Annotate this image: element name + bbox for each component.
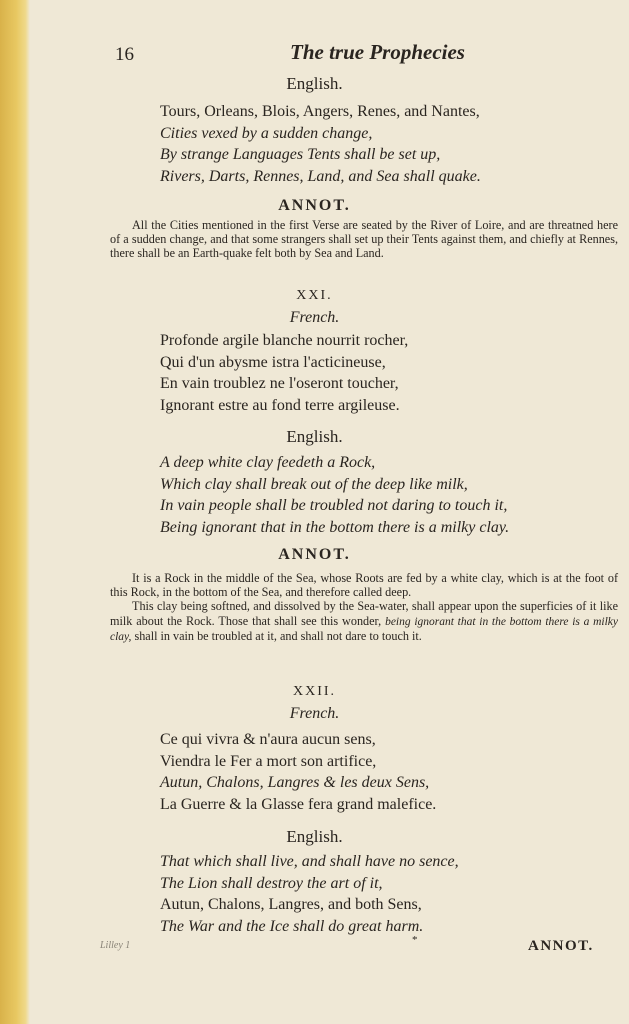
verse-line: Qui d'un abysme istra l'acticineuse, — [160, 353, 386, 371]
verse-line: Ce qui vivra & n'aura aucun sens, — [160, 731, 376, 748]
annotation-paragraph: It is a Rock in the middle of the Sea, whose Roots are fed by a white clay, which is at the foot of this Rock, in the bottom of the Sea, and therefore called deep. — [110, 571, 618, 600]
running-head: The true Prophecies — [290, 40, 465, 64]
annotation-text-run: This clay being softned, and dissolved by the Sea-water, shall appear upon the superficies of it like milk about the Rock. Those that shall see this wonder, — [110, 599, 618, 628]
verse-english-xx — [160, 101, 580, 187]
quatrain-number: XXII. — [292, 684, 337, 699]
verse-english-xxii — [160, 851, 580, 937]
verse-french-xxi — [160, 330, 580, 416]
verse-line: The War and the Ice shall do great harm. — [160, 917, 424, 935]
verse-line: A deep white clay feedeth a Rock, — [160, 454, 376, 471]
verse-french-xxii — [160, 729, 580, 815]
verse-line: Tours, Orleans, Blois, Angers, Renes, and Nantes, — [160, 103, 480, 120]
verse-line: The Lion shall destroy the art of it, — [160, 874, 383, 892]
verse-line: En vain troublez ne l'oseront toucher, — [160, 375, 399, 393]
annotation-heading: ANNOT. — [278, 546, 351, 563]
annotation-paragraph — [110, 599, 618, 644]
verse-line: Autun, Chalons, Langres & les deux Sens, — [160, 774, 430, 792]
verse-line: By strange Languages Tents shall be set up, — [160, 146, 441, 164]
annotation-italic-run: being ignorant that in the bottom there is a milky clay, — [110, 615, 618, 643]
catchword: ANNOT. — [528, 938, 594, 954]
verse-line: Autun, Chalons, Langres, and both Sens, — [160, 896, 422, 914]
verse-line: Ignorant estre au fond terre argileuse. — [160, 396, 400, 414]
signature-mark: * — [412, 934, 418, 946]
verse-line: Profonde argile blanche nourrit rocher, — [160, 332, 409, 349]
verse-line: Which clay shall break out of the deep like milk, — [160, 475, 468, 493]
section-heading-french: French. — [289, 705, 340, 722]
annotation-paragraph: All the Cities mentioned in the first Verse are seated by the River of Loire, and are threatned here of a sudden change, and that some strangers shall set up their Tents against them, and chiefly at Rennes, there shall be an Earth-quake felt both by Sea and Land. — [110, 218, 618, 261]
annotation-heading: ANNOT. — [278, 197, 351, 214]
verse-line: La Guerre & la Glasse fera grand malefice. — [160, 795, 437, 813]
verse-line: That which shall live, and shall have no sence, — [160, 853, 459, 870]
library-stamp: Lilley 1 — [100, 940, 131, 951]
section-heading-french: French. — [289, 309, 340, 326]
verse-line: Rivers, Darts, Rennes, Land, and Sea shall quake. — [160, 167, 481, 185]
section-heading-english: English. — [286, 427, 343, 446]
verse-line: In vain people shall be troubled not daring to touch it, — [160, 497, 508, 515]
verse-english-xxi — [160, 452, 580, 538]
annotation-text — [110, 571, 618, 644]
quatrain-number: XXI. — [296, 288, 333, 303]
verse-line: Viendra le Fer a mort son artifice, — [160, 752, 377, 770]
section-heading-english: English. — [286, 827, 343, 846]
section-heading-english: English. — [286, 74, 343, 93]
verse-line: Being ignorant that in the bottom there is a milky clay. — [160, 518, 510, 536]
page-number: 16 — [115, 44, 134, 65]
annotation-text-run: shall in vain be troubled at it, and shall not dare to touch it. — [134, 628, 422, 643]
verse-line: Cities vexed by a sudden change, — [160, 124, 373, 142]
annotation-text — [110, 218, 618, 261]
